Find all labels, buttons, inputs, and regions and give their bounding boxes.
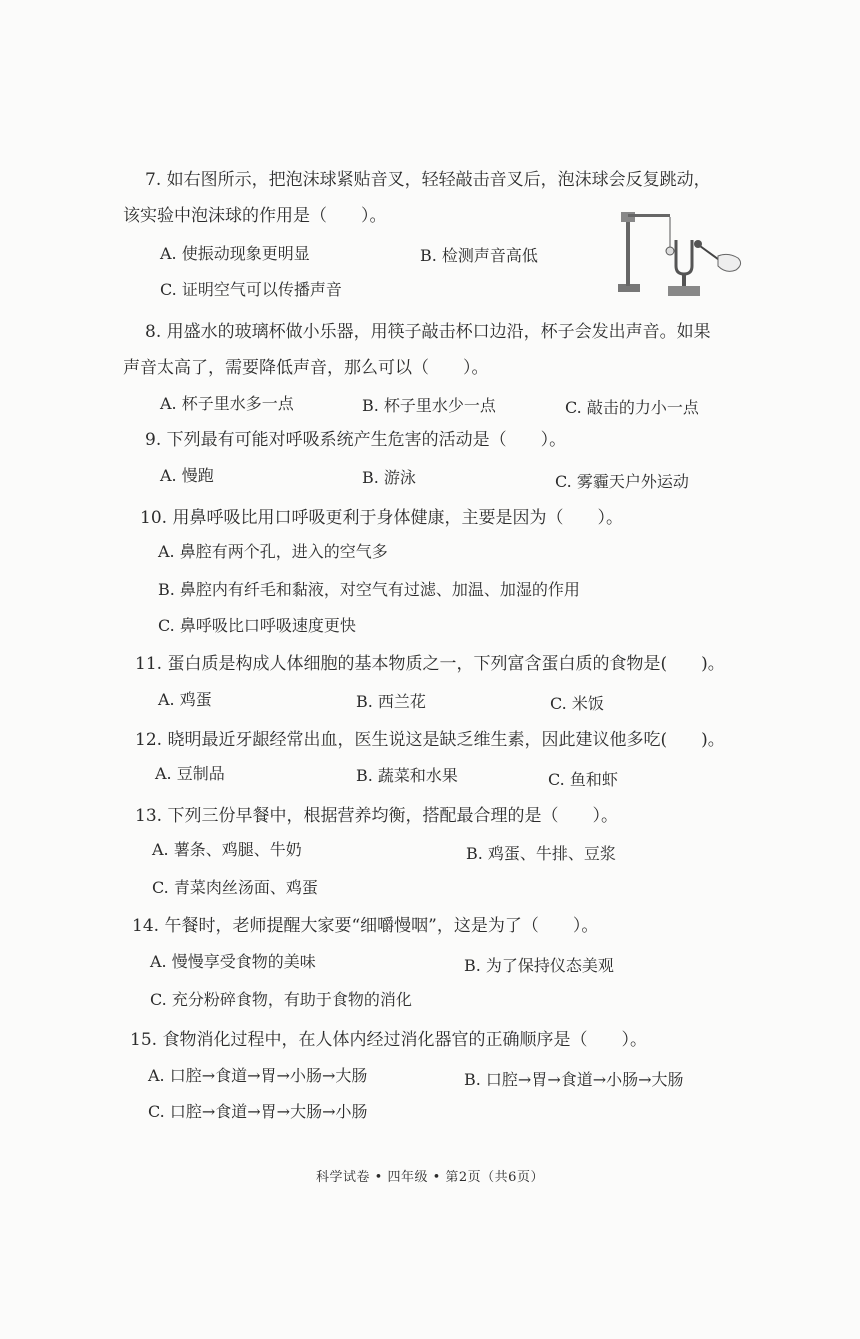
question-13-option-c: C. 青菜肉丝汤面、鸡蛋 <box>152 878 318 897</box>
question-11-option-c: C. 米饭 <box>550 694 604 713</box>
question-8-stem-line-2: 声音太高了，需要降低声音，那么可以（ ）。 <box>123 358 489 378</box>
question-8-stem-line-1: 8. 用盛水的玻璃杯做小乐器，用筷子敲击杯口边沿，杯子会发出声音。如果 <box>145 322 711 342</box>
question-9-stem: 9. 下列最有可能对呼吸系统产生危害的活动是（ ）。 <box>145 430 567 450</box>
question-10-option-c: C. 鼻呼吸比口呼吸速度更快 <box>158 616 356 635</box>
question-14-option-b: B. 为了保持仪态美观 <box>464 956 614 975</box>
stand-pole-shape <box>626 212 630 286</box>
question-7-option-b: B. 检测声音高低 <box>420 246 538 265</box>
question-9-option-c: C. 雾霾天户外运动 <box>555 472 689 491</box>
question-10-stem: 10. 用鼻呼吸比用口呼吸更利于身体健康，主要是因为（ ）。 <box>140 508 623 528</box>
question-9-option-a: A. 慢跑 <box>160 466 214 485</box>
page-footer: 科学试卷 • 四年级 • 第2页（共6页） <box>316 1170 544 1185</box>
question-15-option-a: A. 口腔→食道→胃→小肠→大肠 <box>148 1066 368 1085</box>
question-11-option-b: B. 西兰花 <box>356 692 426 711</box>
question-11-stem: 11. 蛋白质是构成人体细胞的基本物质之一，下列富含蛋白质的食物是( )。 <box>135 654 725 674</box>
tuning-fork-base-shape <box>668 286 700 296</box>
tuning-fork-experiment-figure <box>588 204 748 300</box>
question-13-option-a: A. 薯条、鸡腿、牛奶 <box>152 840 302 859</box>
question-8-option-c: C. 敲击的力小一点 <box>565 398 699 417</box>
question-7-stem-line-1: 7. 如右图所示，把泡沫球紧贴音叉，轻轻敲击音叉后，泡沫球会反复跳动， <box>145 170 711 190</box>
question-15-option-b: B. 口腔→胃→食道→小肠→大肠 <box>464 1070 684 1089</box>
question-12-option-c: C. 鱼和虾 <box>548 770 618 789</box>
stand-arm-shape <box>628 214 670 217</box>
question-8-option-a: A. 杯子里水多一点 <box>160 394 294 413</box>
question-12-stem: 12. 晓明最近牙龈经常出血，医生说这是缺乏维生素，因此建议他多吃( )。 <box>135 730 725 750</box>
question-7-option-a: A. 使振动现象更明显 <box>160 244 310 263</box>
question-14-stem: 14. 午餐时，老师提醒大家要“细嚼慢咽”，这是为了（ ）。 <box>132 916 599 936</box>
tuning-fork-shape <box>676 240 692 274</box>
hand-shape <box>718 254 741 271</box>
tuning-fork-illustration <box>588 204 748 300</box>
question-15-option-c: C. 口腔→食道→胃→大肠→小肠 <box>148 1102 368 1121</box>
question-9-option-b: B. 游泳 <box>362 468 416 487</box>
mallet-head-shape <box>694 240 702 248</box>
question-15-stem: 15. 食物消化过程中，在人体内经过消化器官的正确顺序是（ ）。 <box>130 1030 647 1050</box>
question-10-option-a: A. 鼻腔有两个孔，进入的空气多 <box>158 542 388 561</box>
tuning-fork-stem-shape <box>682 274 686 286</box>
question-10-option-b: B. 鼻腔内有纤毛和黏液，对空气有过滤、加温、加湿的作用 <box>158 580 580 599</box>
question-7-option-c: C. 证明空气可以传播声音 <box>160 280 342 299</box>
question-14-option-a: A. 慢慢享受食物的美味 <box>150 952 316 971</box>
question-8-option-b: B. 杯子里水少一点 <box>362 396 496 415</box>
question-12-option-a: A. 豆制品 <box>155 764 225 783</box>
question-13-stem: 13. 下列三份早餐中，根据营养均衡，搭配最合理的是（ ）。 <box>135 806 618 826</box>
question-12-option-b: B. 蔬菜和水果 <box>356 766 458 785</box>
question-11-option-a: A. 鸡蛋 <box>158 690 212 709</box>
question-14-option-c: C. 充分粉碎食物，有助于食物的消化 <box>150 990 412 1009</box>
question-13-option-b: B. 鸡蛋、牛排、豆浆 <box>466 844 616 863</box>
foam-ball-shape <box>666 247 674 255</box>
question-7-stem-line-2: 该实验中泡沫球的作用是（ ）。 <box>123 206 387 226</box>
